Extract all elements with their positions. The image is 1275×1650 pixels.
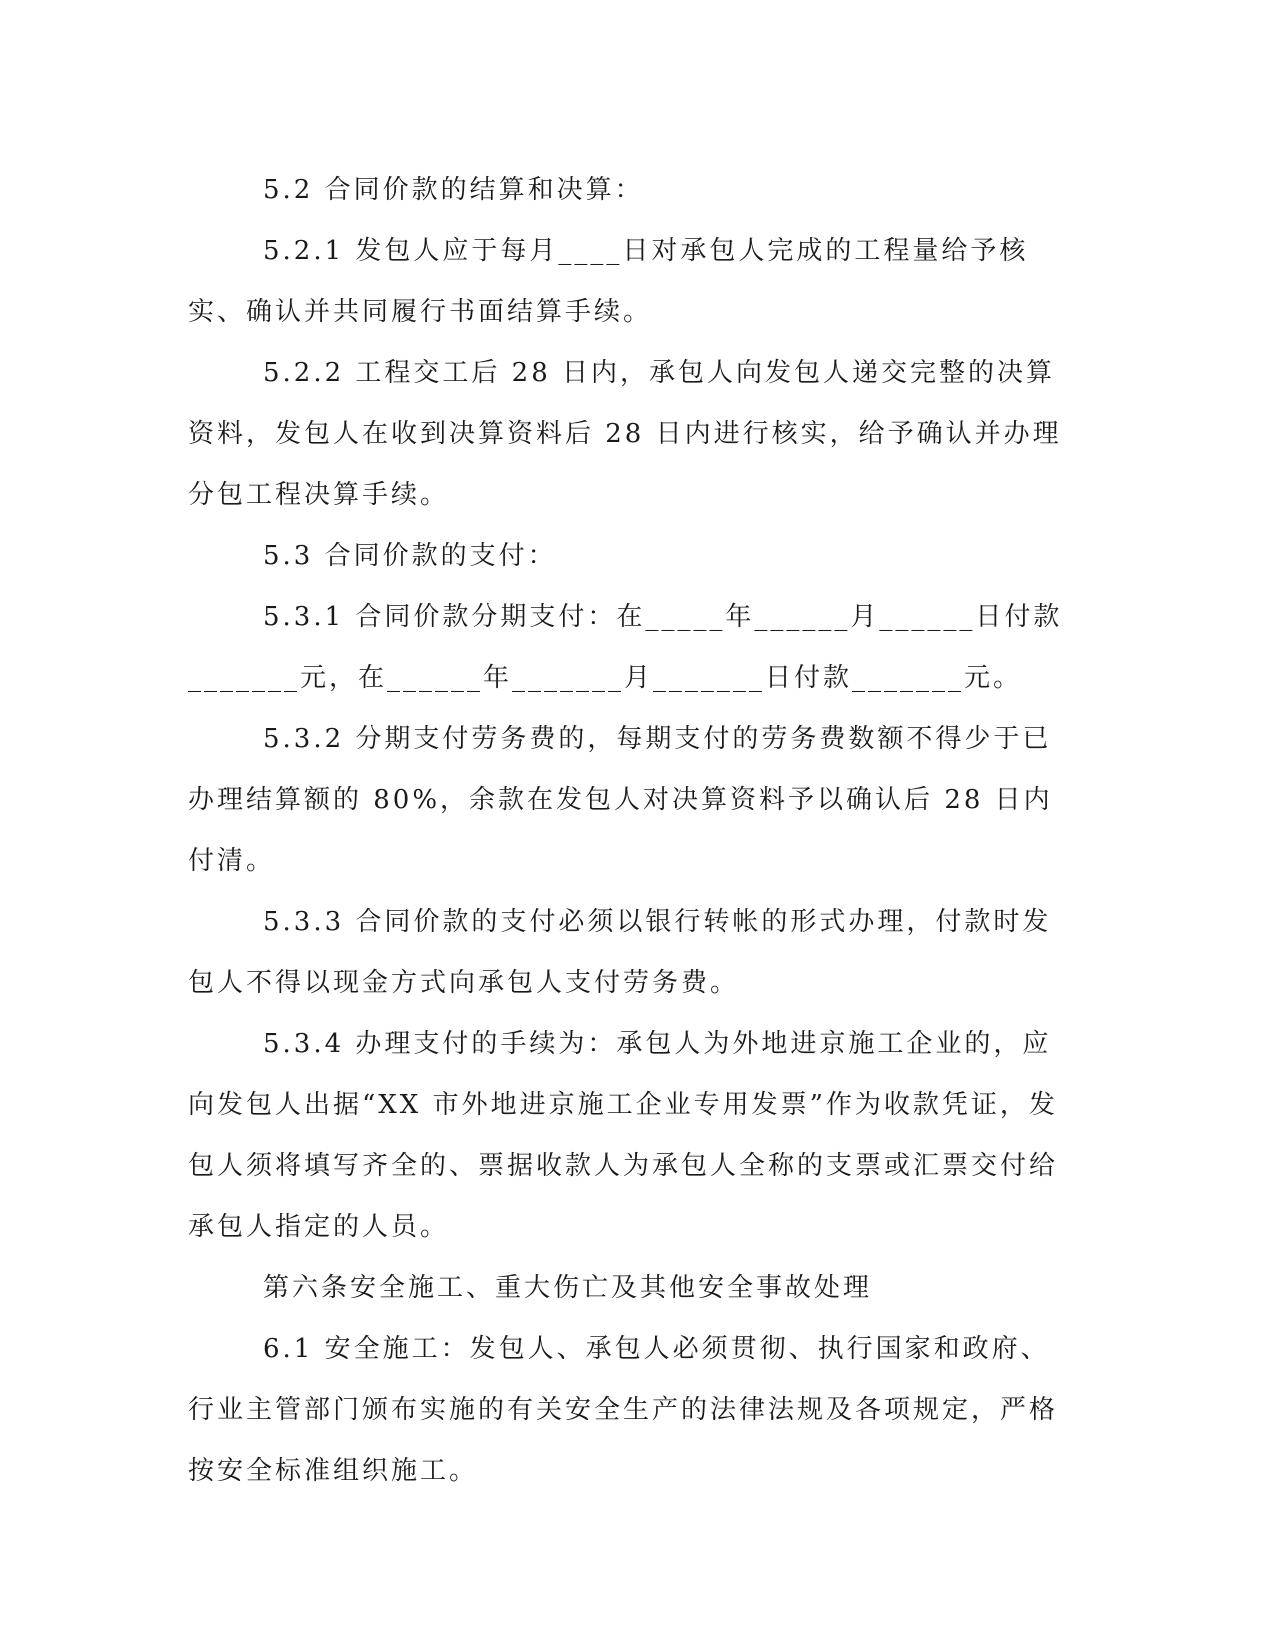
clause-5-2: 5.2 合同价款的结算和决算：	[263, 175, 644, 205]
article-6-heading: 第六条安全施工、重大伤亡及其他安全事故处理	[263, 1273, 873, 1303]
clause-5-3-3: 5.3.3 合同价款的支付必须以银行转帐的形式办理，付款时发包人不得以现金方式向承包人支付劳务费。	[188, 907, 1052, 998]
clause-6-1: 6.1 安全施工：发包人、承包人必须贯彻、执行国家和政府、行业主管部门颁布实施的有关安全生产的法律法规及各项规定，严格按安全标准组织施工。	[188, 1334, 1059, 1486]
clause-5-2-2: 5.2.2 工程交工后 28 日内，承包人向发包人递交完整的决算资料，发包人在收到决算资料后 28 日内进行核实，给予确认并办理分包工程决算手续。	[188, 358, 1062, 510]
document-body	[188, 160, 1078, 1502]
clause-5-3-1: 5.3.1 合同价款分期支付：在_____年______月______日付款_______元，在______年_______月_______日付款_______元。	[188, 602, 1063, 693]
clause-5-3-2: 5.3.2 分期支付劳务费的，每期支付的劳务费数额不得少于已办理结算额的 80%，余款在发包人对决算资料予以确认后 28 日内付清。	[188, 724, 1053, 876]
clause-5-3: 5.3 合同价款的支付：	[263, 541, 557, 571]
clause-5-3-4: 5.3.4 办理支付的手续为：承包人为外地进京施工企业的，应向发包人出据“XX 市外地进京施工企业专用发票”作为收款凭证，发包人须将填写齐全的、票据收款人为承包人全称的支票或汇票交付给承包人指定的人员。	[188, 1029, 1059, 1242]
clause-5-2-1: 5.2.1 发包人应于每月____日对承包人完成的工程量给予核实、确认并共同履行书面结算手续。	[188, 236, 1029, 327]
